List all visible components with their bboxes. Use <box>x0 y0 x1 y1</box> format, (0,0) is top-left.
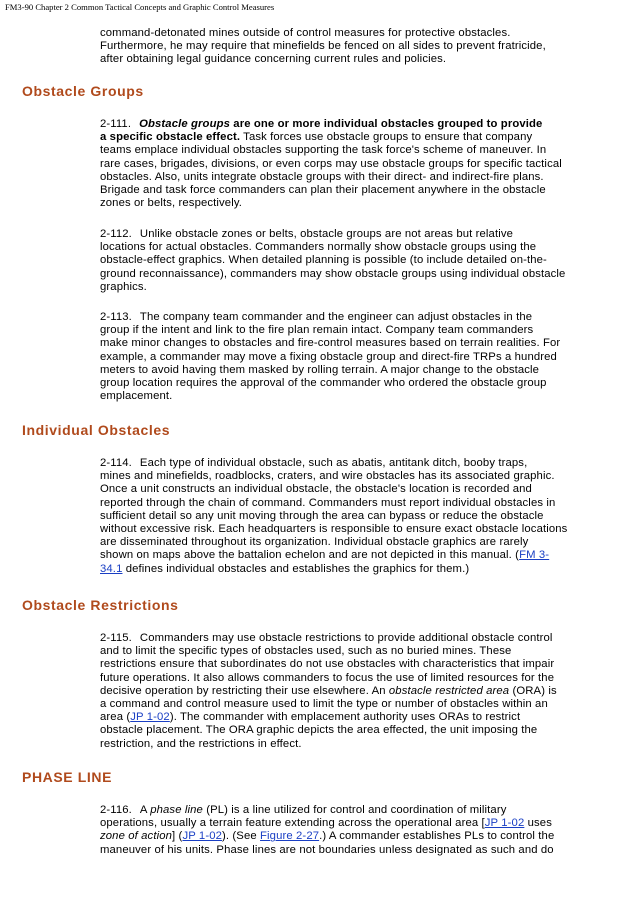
jp-1-02-link[interactable]: JP 1-02 <box>484 817 525 830</box>
text-line: reported through the chain of command. Commanders must report individual obstacles in <box>100 496 556 509</box>
text-line: are disseminated throughout its organization. Individual obstacle graphics are rarely <box>100 536 529 549</box>
paragraph-number: 2-116. <box>100 804 132 816</box>
definition-lead: a specific obstacle effect. <box>100 131 241 144</box>
jp-1-02-link[interactable]: JP 1-02 <box>182 830 223 843</box>
text-line: ground reconnaissance), commanders may show obstacle groups using individual obstacle <box>100 267 566 280</box>
running-header: FM3-90 Chapter 2 Common Tactical Concepts and Graphic Control Measures <box>5 2 275 12</box>
text-line: shown on maps above the battalion echelon and are not depicted in this manual. (FM 3- <box>100 549 550 562</box>
definition-lead: Obstacle groups are one or more individual obstacles grouped to provide <box>139 118 543 130</box>
figure-2-27-link[interactable]: Figure 2-27 <box>260 830 320 843</box>
text-line: a specific obstacle effect. Task forces use obstacle groups to ensure that company <box>100 131 533 144</box>
text-line: zones or belts, respectively. <box>100 197 243 210</box>
text-line: 2-112. Unlike obstacle zones or belts, obstacle groups are not areas but relative <box>100 228 514 240</box>
defined-term: zone of action <box>100 830 173 843</box>
text-line: meters to avoid having them masked by rolling terrain. A major change to the obstacle <box>100 363 540 376</box>
text-line: restriction, and the restrictions in effect. <box>100 737 302 750</box>
text-line: after obtaining legal guidance concerning current rules and policies. <box>100 53 447 66</box>
text-line: Furthermore, he may require that minefields be fenced on all sides to prevent fratricide, <box>100 40 546 53</box>
fm-3-34-1-link[interactable]: FM 3- <box>519 549 550 562</box>
fm-3-34-1-link[interactable]: 34.1 <box>100 562 123 575</box>
text-line: locations for actual obstacles. Commanders normally show obstacle groups using the <box>100 241 537 254</box>
defined-term: Obstacle groups <box>139 118 231 130</box>
text-line: Once a unit constructs an individual obstacle, the obstacle's location is recorded and <box>100 483 532 496</box>
text-line: and to limit the specific types of obstacles used, such as no buried mines. These <box>100 645 512 658</box>
text-line: maneuver of his units. Phase lines are not boundaries unless designated as such and do <box>100 843 554 856</box>
text-line: area (JP 1-02). The commander with emplacement authority uses ORAs to restrict <box>100 711 521 724</box>
text-line: 2-114. Each type of individual obstacle, such as abatis, antitank ditch, booby traps, <box>100 457 528 469</box>
text-line: without excessive risk. Each headquarters is responsible to ensure exact obstacle locations <box>100 523 568 536</box>
defined-term: phase line <box>150 804 203 816</box>
text-line: 2-115. Commanders may use obstacle restrictions to provide additional obstacle control <box>100 632 553 644</box>
paragraph-number: 2-113. <box>100 311 132 323</box>
text-line: obstacle placement. The ORA graphic depicts the area effected, the unit imposing the <box>100 724 538 737</box>
text-line: teams emplace individual obstacles supporting the task force's scheme of maneuver. In <box>100 144 547 157</box>
text-line: rare cases, brigades, divisions, or even corps may use obstacle groups for specific tactical <box>100 157 562 170</box>
text-line: zone of action] (JP 1-02). (See Figure 2-27.) A commander establishes PLs to control the <box>100 830 555 843</box>
text-line: make minor changes to obstacles and fire-control measures based on terrain realities. For <box>100 337 561 350</box>
text-line: 2-116. A phase line (PL) is a line utilized for control and coordination of military <box>100 804 507 816</box>
section-heading-phase-line: PHASE LINE <box>22 769 113 785</box>
paragraph-number: 2-111. <box>100 118 132 130</box>
text-line: Brigade and task force commanders can plan their placement anywhere in the obstacle <box>100 184 546 197</box>
paragraph-2-112 <box>100 228 600 294</box>
text-line: emplacement. <box>100 390 173 403</box>
paragraph-2-113 <box>100 311 600 403</box>
text-line: example, a commander may move a fixing obstacle group and direct-fire TRPs a hundred <box>100 350 557 363</box>
paragraph-number: 2-114. <box>100 457 132 469</box>
text-line: 34.1 defines individual obstacles and establishes the graphics for them.) <box>100 562 470 575</box>
paragraph-2-116 <box>100 804 600 857</box>
text-line: obstacle-effect graphics. When detailed planning is possible (to include detailed on-the- <box>100 254 547 267</box>
text-line: sufficient detail so any unit moving through the area can bypass or reduce the obstacle <box>100 509 544 522</box>
jp-1-02-link[interactable]: JP 1-02 <box>130 711 170 724</box>
text-line: mines and minefields, roadblocks, craters, and wire obstacles has its associated graphic. <box>100 470 555 483</box>
section-heading-obstacle-groups: Obstacle Groups <box>22 83 144 99</box>
section-heading-individual-obstacles: Individual Obstacles <box>22 422 171 438</box>
paragraph-2-114 <box>100 457 600 576</box>
intro-paragraph <box>100 27 600 67</box>
section-heading-obstacle-restrictions: Obstacle Restrictions <box>22 597 179 613</box>
paragraph-2-111 <box>100 118 600 210</box>
text-line: group location requires the approval of the commander who ordered the obstacle group <box>100 377 547 390</box>
text-line: a command and control measure used to limit the type or number of obstacles within an <box>100 698 548 711</box>
text-line <box>100 118 600 131</box>
text-line: group if the intent and link to the fire plan remain intact. Company team commanders <box>100 324 534 337</box>
text-line: 2-113. The company team commander and the engineer can adjust obstacles in the <box>100 311 533 323</box>
defined-term: obstacle restricted area <box>388 684 510 697</box>
text-line: operations, usually a terrain feature extending across the operational area [JP 1-02 uses <box>100 817 552 830</box>
text-line: restrictions ensure that subordinates do not use obstacles with characteristics that impair <box>100 658 555 671</box>
paragraph-number: 2-112. <box>100 228 132 240</box>
text-line: command-detonated mines outside of control measures for protective obstacles. <box>100 27 511 39</box>
text-line: decisive operation by restricting their use elsewhere. An obstacle restricted area (ORA) is <box>100 684 557 697</box>
paragraph-number: 2-115. <box>100 632 132 644</box>
text-line: graphics. <box>100 280 147 293</box>
text-line: obstacles. Also, units integrate obstacle groups with their direct- and indirect-fire plans. <box>100 170 544 183</box>
paragraph-2-115 <box>100 632 600 751</box>
text-line: future operations. It also allows commanders to focus the use of limited resources for the <box>100 671 555 684</box>
